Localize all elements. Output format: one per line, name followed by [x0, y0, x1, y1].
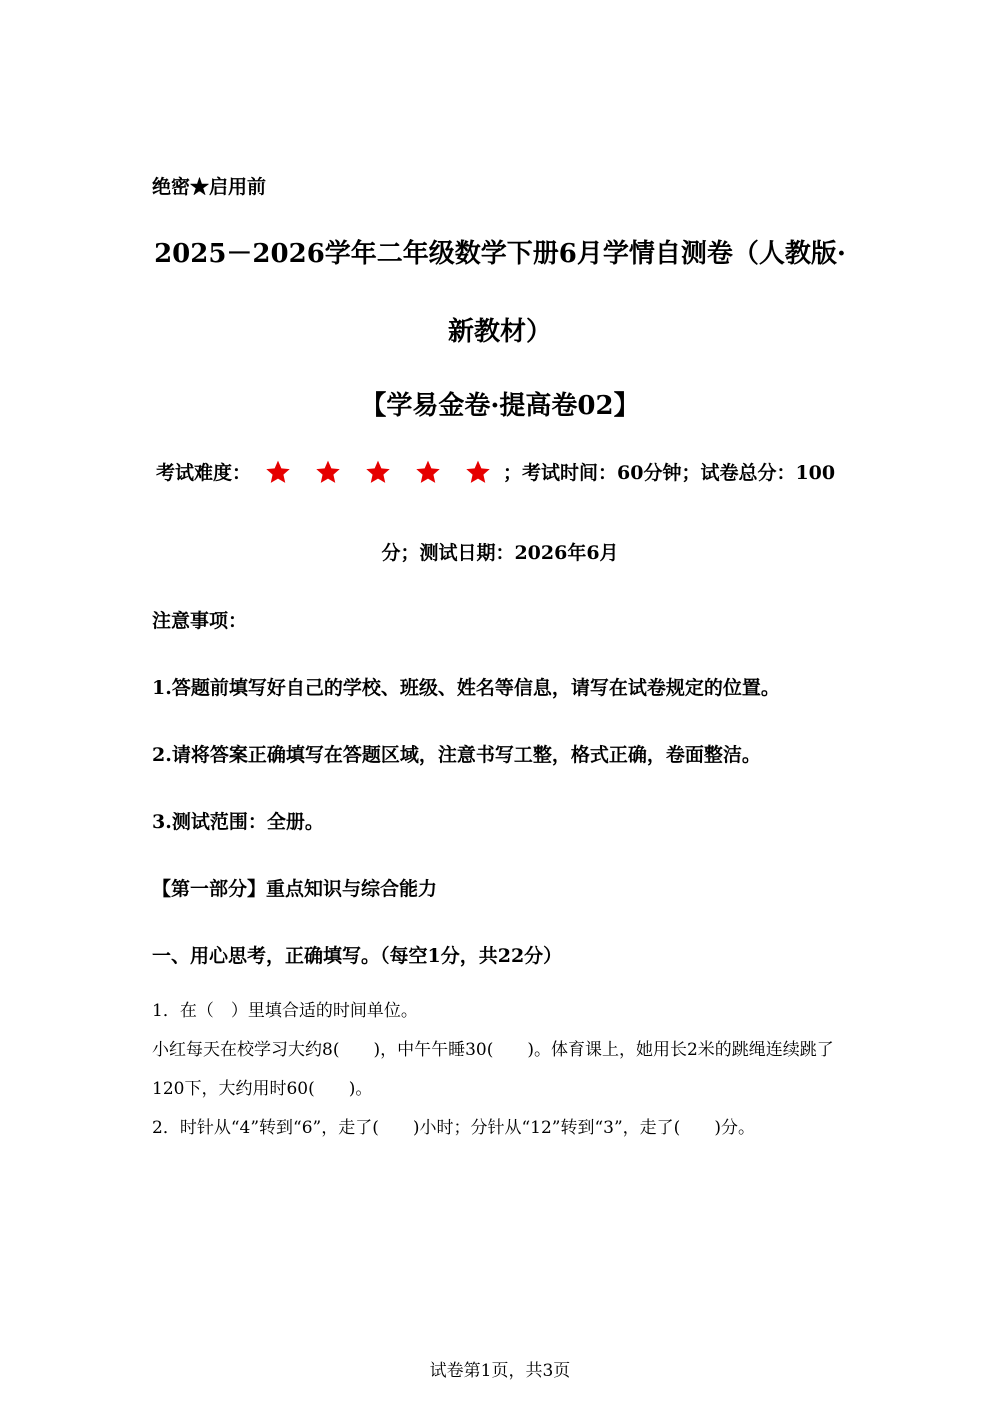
part-title: 【第一部分】重点知识与综合能力: [152, 878, 438, 900]
difficulty-label: 考试难度：: [156, 462, 252, 484]
exam-info-row: [156, 458, 835, 485]
star-icon: [265, 459, 291, 485]
question-1-stem: 1．在（ ）里填合适的时间单位。: [152, 1001, 418, 1021]
star-icon: [365, 459, 391, 485]
exam-title-line1: 2025－2026学年二年级数学下册6月学情自测卷（人教版·: [154, 239, 846, 269]
note-item: 2.请将答案正确填写在答题区域，注意书写工整，格式正确，卷面整洁。: [152, 744, 761, 766]
exam-subtitle: 【学易金卷·提高卷02】: [360, 391, 640, 421]
question-1-line: 120下，大约用时60( )。: [152, 1079, 373, 1099]
score-unit-and-date: 分；测试日期：2026年6月: [381, 542, 619, 564]
note-item: 3.测试范围：全册。: [152, 811, 324, 833]
star-icon: [465, 459, 491, 485]
page-footer: 试卷第1页，共3页: [429, 1361, 571, 1381]
time-and-score: ；考试时间：60分钟；试卷总分：100: [503, 462, 836, 484]
exam-title-line2: 新教材）: [447, 317, 552, 347]
star-icon: [315, 459, 341, 485]
difficulty-stars: [265, 459, 491, 485]
section-title: 一、用心思考，正确填写。（每空1分，共22分）: [152, 945, 563, 967]
note-item: 1.答题前填写好自己的学校、班级、姓名等信息，请写在试卷规定的位置。: [152, 677, 780, 699]
question-2: 2．时针从“4”转到“6”，走了( )小时；分针从“12”转到“3”，走了( )分。: [152, 1118, 755, 1138]
star-icon: [415, 459, 441, 485]
question-1-line: 小红每天在校学习大约8( )，中午午睡30( )。体育课上，她用长2米的跳绳连续跳了: [152, 1040, 834, 1060]
confidential-label: 绝密★启用前: [152, 176, 267, 198]
notes-title: 注意事项：: [152, 610, 248, 632]
